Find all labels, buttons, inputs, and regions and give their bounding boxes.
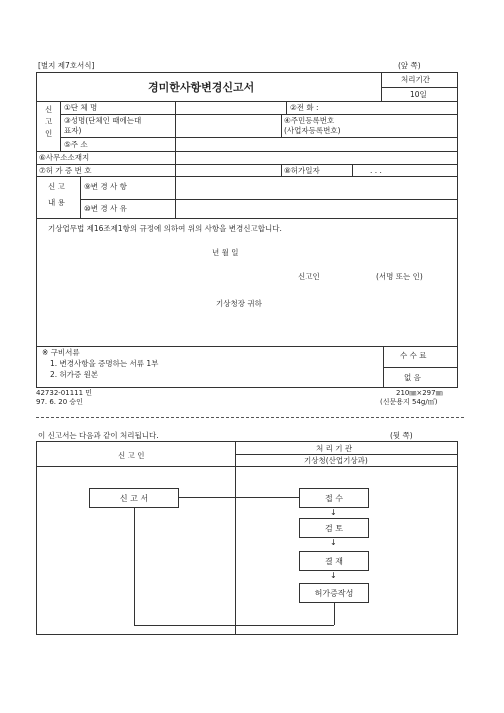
fee-value: 없 음 bbox=[404, 373, 421, 382]
flow-return-line-horizontal bbox=[134, 625, 334, 626]
page-side-back: (뒷 쪽) bbox=[390, 431, 413, 440]
flow-arrow-2: ↓ bbox=[330, 538, 337, 547]
process-applicant-header: 신 고 인 bbox=[118, 451, 145, 460]
change-items-label: ⑨변 경 사 항 bbox=[84, 182, 127, 191]
declaration-text: 기상업무법 제16조제1항의 규정에 의하여 위의 사항을 변경신고합니다. bbox=[48, 224, 282, 233]
flow-step-approval bbox=[299, 551, 369, 571]
permit-date-value: . . . bbox=[370, 166, 382, 175]
flow-arrow-1: ↓ bbox=[330, 508, 337, 517]
addressee: 기상청장 귀하 bbox=[216, 299, 262, 308]
form-title: 경미한사항변경신고서 bbox=[148, 81, 255, 94]
flow-step-issue-permit bbox=[299, 583, 369, 603]
flow-step-issue-permit-label: 허가증작성 bbox=[314, 588, 354, 598]
process-agency-name: 기상청(산업기상과) bbox=[304, 456, 368, 465]
address-label: ⑤주 소 bbox=[64, 140, 88, 149]
resident-no-label-1: ④주민등록번호 bbox=[284, 116, 335, 125]
footer-paper-size: 210㎜×297㎜ bbox=[396, 389, 443, 397]
footer-approval: 97. 6. 20 승인 bbox=[36, 398, 83, 406]
applicant-label-1: 신 bbox=[45, 105, 53, 114]
flow-step-receipt-label: 접 수 bbox=[325, 493, 343, 503]
flow-connector-report-to-receipt bbox=[179, 497, 299, 498]
flow-report-label: 신 고 서 bbox=[119, 493, 149, 503]
flow-step-review bbox=[299, 518, 369, 538]
applicant-label-2: 고 bbox=[45, 117, 53, 126]
process-note: 이 신고서는 다음과 같이 처리됩니다. bbox=[38, 431, 159, 440]
fee-label: 수 수 료 bbox=[400, 351, 427, 360]
attachment-item-1: 1. 변경사항을 증명하는 서류 1부 bbox=[50, 359, 159, 368]
permit-no-label: ⑦허 가 증 번 호 bbox=[39, 166, 92, 175]
footer-form-number: 42732-01111 민 bbox=[36, 389, 93, 397]
flow-return-line-vertical bbox=[134, 508, 135, 625]
form-code: [별지 제7호서식] bbox=[38, 61, 95, 70]
page-side-front: (앞 쪽) bbox=[398, 61, 421, 70]
flow-report-box bbox=[89, 488, 179, 508]
office-location-label: ⑥사무소소재지 bbox=[39, 153, 90, 162]
phone-label: ②전 화 : bbox=[290, 103, 319, 112]
person-name-label-1: ③성명(단체인 때에는대 bbox=[64, 116, 142, 125]
page-separator bbox=[36, 417, 464, 418]
flow-step-review-label: 검 토 bbox=[325, 523, 343, 533]
applicant-label-3: 인 bbox=[45, 129, 53, 138]
flow-step-approval-label: 결 재 bbox=[325, 556, 343, 566]
signature-note: (서명 또는 인) bbox=[376, 272, 423, 281]
report-content-label-2: 내 용 bbox=[48, 198, 65, 207]
date-line: 년 월 일 bbox=[212, 248, 239, 257]
processing-period-value: 10일 bbox=[410, 90, 427, 99]
resident-no-label-2: (사업자등록번호) bbox=[284, 126, 341, 135]
change-reason-label: ⑩변 경 사 유 bbox=[84, 204, 127, 213]
reporter-label: 신고인 bbox=[298, 272, 320, 281]
process-table-border bbox=[36, 441, 458, 635]
attachment-item-2: 2. 허가증 원본 bbox=[50, 370, 99, 379]
person-name-label-2: 표자) bbox=[64, 126, 82, 135]
footer-paper-type: (신문용지 54g/㎡) bbox=[380, 398, 438, 406]
attachments-title: ※ 구비서류 bbox=[42, 348, 80, 357]
org-name-label: ①단 체 명 bbox=[64, 103, 98, 112]
process-agency-header: 처 리 기 관 bbox=[316, 444, 353, 453]
permit-date-label: ⑧허가일자 bbox=[284, 166, 320, 175]
processing-period-label: 처리기간 bbox=[401, 75, 430, 84]
flow-return-line-up bbox=[334, 603, 335, 625]
report-content-label-1: 신 고 bbox=[48, 182, 65, 191]
flow-arrow-3: ↓ bbox=[330, 571, 337, 580]
flow-step-receipt bbox=[299, 488, 369, 508]
